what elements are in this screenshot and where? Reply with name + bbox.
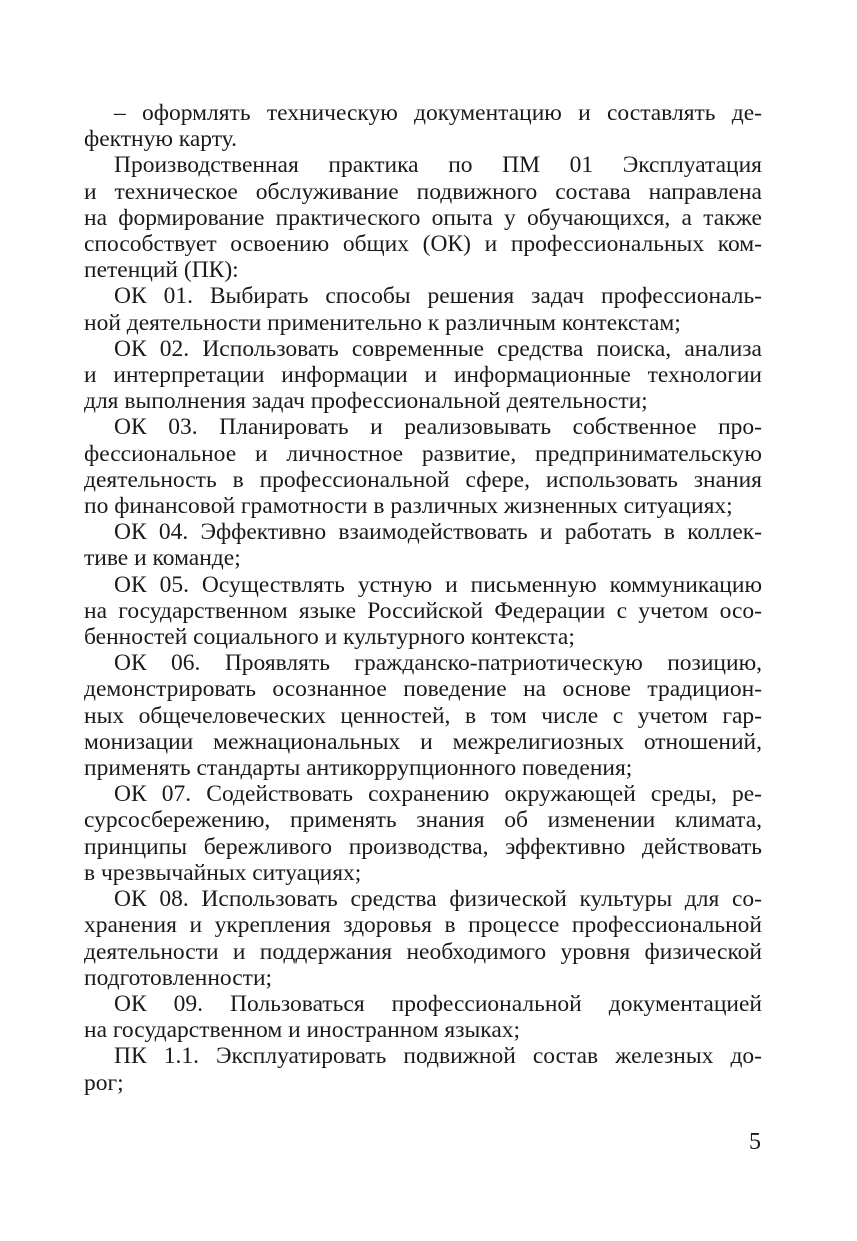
text-line: подготовленности;	[84, 964, 273, 991]
text-line: петенций (ПК):	[84, 257, 239, 284]
text-line: – оформлять техническую документацию и составлять де-	[114, 100, 762, 126]
text-line: тиве и команде;	[84, 545, 241, 572]
text-line: деятельности и поддержания необходимого уровня физической	[84, 938, 762, 965]
paragraph-ok-08	[84, 886, 762, 991]
text-line: фектную карту.	[84, 126, 237, 153]
paragraph-ok-06	[84, 650, 762, 781]
text-line: для выполнения задач профессиональной деятельности;	[84, 388, 648, 415]
paragraph-ok-01	[84, 283, 762, 335]
text-line: принципы бережливого производства, эффективно действовать	[84, 833, 762, 860]
text-line: ной деятельности применительно к различным контекстам;	[84, 309, 681, 336]
text-line: и техническое обслуживание подвижного состава направлена	[84, 178, 762, 205]
text-line: бенностей социального и культурного контекста;	[84, 624, 575, 651]
paragraph-ok-09	[84, 991, 762, 1043]
text-line: и интерпретации информации и информационные технологии	[84, 362, 762, 389]
text-line: ОК 04. Эффективно взаимодействовать и работать в коллек-	[114, 519, 762, 546]
page-number: 5	[749, 1129, 761, 1155]
paragraph-ok-02	[84, 336, 762, 415]
text-line: ОК 03. Планировать и реализовывать собственное про-	[114, 414, 762, 441]
text-line: ПК 1.1. Эксплуатировать подвижной состав железных до-	[114, 1043, 762, 1070]
paragraph-ok-07	[84, 781, 762, 886]
text-line: ОК 01. Выбирать способы решения задач профессиональ-	[114, 283, 762, 310]
text-line: применять стандарты антикоррупционного поведения;	[84, 755, 633, 782]
paragraph-pk-1-1	[84, 1043, 762, 1095]
text-line: ОК 08. Использовать средства физической культуры для со-	[114, 886, 762, 913]
paragraph-practice-intro	[84, 152, 762, 283]
text-line: хранения и укрепления здоровья в процессе профессиональной	[84, 912, 762, 939]
text-line: деятельность в профессиональной сфере, использовать знания	[84, 466, 762, 493]
text-line: на государственном языке Российской Федерации с учетом осо-	[84, 597, 762, 624]
paragraph-intro-item	[84, 100, 762, 152]
text-line: Производственная практика по ПМ 01 Эксплуатация	[114, 152, 762, 179]
text-line: ОК 02. Использовать современные средства поиска, анализа	[114, 335, 762, 362]
text-line: демонстрировать осознанное поведение на основе традицион-	[84, 676, 762, 703]
text-line: ОК 09. Пользоваться профессиональной документацией	[114, 990, 762, 1017]
text-line: в чрезвычайных ситуациях;	[84, 859, 362, 886]
paragraph-ok-04	[84, 519, 762, 571]
text-line: монизации межнациональных и межрелигиозных отношений,	[84, 728, 762, 755]
text-line: рог;	[84, 1069, 124, 1096]
document-page	[84, 100, 762, 1096]
text-line: способствует освоению общих (ОК) и профессиональных ком-	[84, 231, 762, 258]
text-line: ОК 06. Проявлять гражданско-патриотическую позицию,	[114, 650, 762, 677]
text-line: ных общечеловеческих ценностей, в том числе с учетом гар-	[84, 702, 762, 729]
text-line: на формирование практического опыта у обучающихся, а также	[84, 204, 762, 231]
paragraph-ok-05	[84, 572, 762, 651]
paragraph-ok-03	[84, 414, 762, 519]
text-line: сурсосбережению, применять знания об изменении климата,	[84, 807, 762, 834]
text-line: ОК 05. Осуществлять устную и письменную коммуникацию	[114, 571, 762, 598]
text-line: по финансовой грамотности в различных жизненных ситуациях;	[84, 493, 733, 520]
text-line: фессиональное и личностное развитие, предпринимательскую	[84, 440, 762, 467]
text-line: на государственном и иностранном языках;	[84, 1017, 521, 1044]
text-line: ОК 07. Содействовать сохранению окружающей среды, ре-	[114, 781, 762, 808]
